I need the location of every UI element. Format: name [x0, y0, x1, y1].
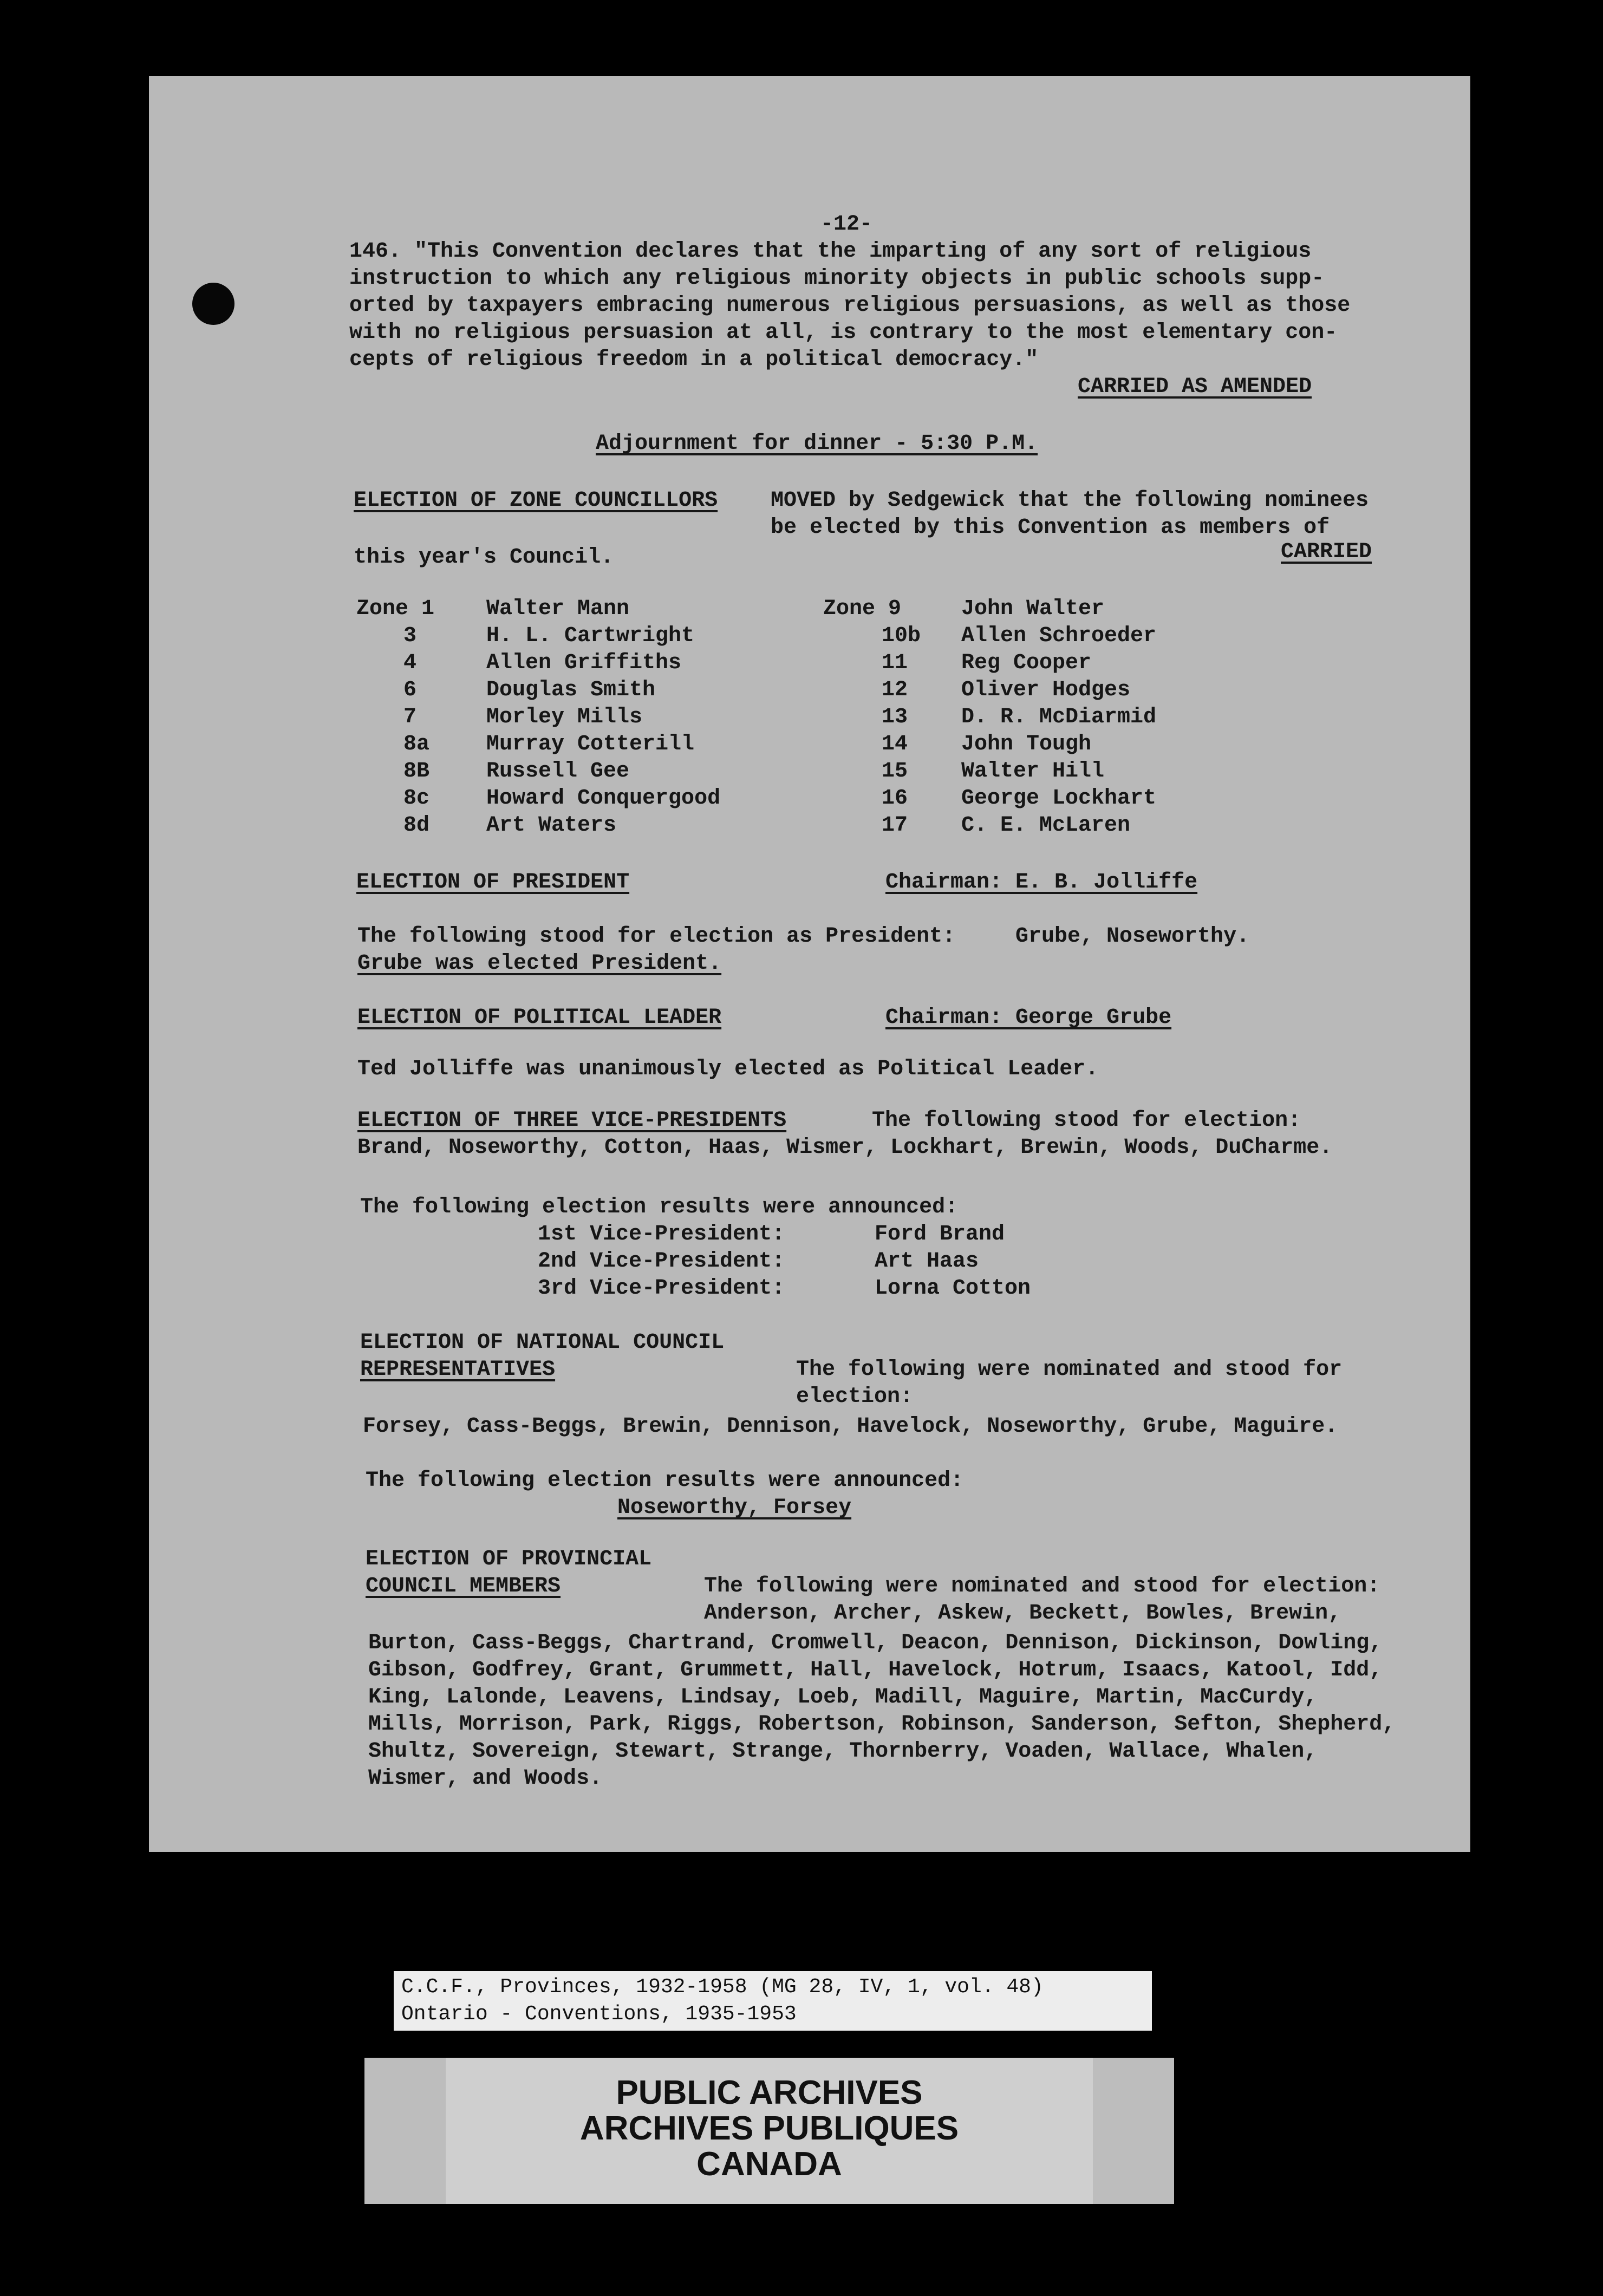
zone-code: 15	[882, 759, 908, 784]
vice-presidents-intro: The following stood for election:	[872, 1108, 1301, 1133]
councillor-name: Douglas Smith	[486, 678, 656, 702]
zone-motion-line1: MOVED by Sedgewick that the following nominees	[771, 488, 1369, 513]
councillor-name: John Walter	[961, 597, 1105, 621]
national-council-heading-line2: REPRESENTATIVES	[360, 1358, 556, 1382]
national-council-intro-line1: The following were nominated and stood for	[796, 1358, 1343, 1382]
stamp-line1: PUBLIC ARCHIVES	[616, 2074, 923, 2111]
national-council-intro-line2: election:	[796, 1385, 914, 1409]
councillor-name: Allen Schroeder	[961, 624, 1157, 648]
provincial-council-line: Shultz, Sovereign, Stewart, Strange, Thornberry, Voaden, Wallace, Whalen,	[368, 1739, 1318, 1764]
national-council-results: Noseworthy, Forsey	[617, 1496, 852, 1520]
national-council-results-intro: The following election results were announced:	[366, 1469, 964, 1493]
zone-code: 4	[403, 651, 417, 675]
punch-hole	[192, 283, 234, 325]
vice-presidents-results-intro: The following election results were announced:	[360, 1195, 959, 1219]
stamp-line2: ARCHIVES PUBLIQUES	[579, 2110, 959, 2147]
resolution-line: 146. "This Convention declares that the imparting of any sort of religious	[349, 239, 1312, 264]
provincial-council-intro: The following were nominated and stood for election:	[704, 1574, 1380, 1599]
political-leader-result: Ted Jolliffe was unanimously elected as Political Leader.	[357, 1057, 1099, 1081]
zone-code: Zone 1	[356, 597, 435, 621]
zone-code: 12	[882, 678, 908, 702]
political-leader-heading: ELECTION OF POLITICAL LEADER	[357, 1006, 722, 1030]
councillor-name: Oliver Hodges	[961, 678, 1131, 702]
adjournment-note: Adjournment for dinner - 5:30 P.M.	[596, 432, 1038, 456]
zone-motion-line3: this year's Council.	[354, 545, 614, 570]
archive-label-line2: Ontario - Conventions, 1935-1953	[401, 2003, 797, 2026]
vp-office: 3rd Vice-President:	[538, 1276, 785, 1301]
resolution-line: cepts of religious freedom in a political democracy."	[349, 348, 1039, 372]
zone-code: 6	[403, 678, 417, 702]
president-result: Grube was elected President.	[357, 951, 722, 976]
provincial-council-line: King, Lalonde, Leavens, Lindsay, Loeb, Madill, Maguire, Martin, MacCurdy,	[368, 1685, 1318, 1710]
zone-code: 13	[882, 705, 908, 729]
zone-code: 8d	[403, 813, 430, 838]
page-number: -12-	[820, 212, 873, 237]
councillor-name: C. E. McLaren	[961, 813, 1131, 838]
president-candidates: Grube, Noseworthy.	[1015, 924, 1250, 949]
resolution-line: with no religious persuasion at all, is contrary to the most elementary con-	[349, 321, 1338, 345]
resolution-146	[349, 238, 1595, 374]
vp-name: Lorna Cotton	[875, 1276, 1031, 1301]
zone-motion-line2: be elected by this Convention as members of	[771, 516, 1330, 540]
provincial-council-line: Wismer, and Woods.	[368, 1766, 603, 1791]
national-council-heading-line1: ELECTION OF NATIONAL COUNCIL	[360, 1330, 725, 1355]
president-heading: ELECTION OF PRESIDENT	[356, 870, 630, 895]
resolution-status: CARRIED AS AMENDED	[1078, 375, 1312, 399]
councillor-name: H. L. Cartwright	[486, 624, 695, 648]
vp-name: Art Haas	[875, 1249, 979, 1274]
resolution-line: instruction to which any religious minority objects in public schools supp-	[349, 266, 1325, 291]
zone-code: 8a	[403, 732, 430, 756]
president-stood-text: The following stood for election as President:	[357, 924, 956, 949]
zone-code: 8c	[403, 786, 430, 811]
provincial-council-heading-line1: ELECTION OF PROVINCIAL	[366, 1547, 652, 1571]
zone-councillors-heading: ELECTION OF ZONE COUNCILLORS	[354, 488, 718, 513]
resolution-line: orted by taxpayers embracing numerous religious persuasions, as well as those	[349, 293, 1351, 318]
vp-name: Ford Brand	[875, 1222, 1005, 1247]
councillor-name: Walter Mann	[486, 597, 630, 621]
councillor-name: Reg Cooper	[961, 651, 1092, 675]
archive-label-line1: C.C.F., Provinces, 1932-1958 (MG 28, IV, 1, vol. 48)	[401, 1975, 1044, 1999]
zone-code: 16	[882, 786, 908, 811]
councillor-name: Morley Mills	[486, 705, 643, 729]
vp-office: 1st Vice-President:	[538, 1222, 785, 1247]
councillor-name: Walter Hill	[961, 759, 1105, 784]
councillor-name: John Tough	[961, 732, 1092, 756]
document-page	[149, 76, 1470, 1852]
zone-code: 7	[403, 705, 417, 729]
councillor-name: Art Waters	[486, 813, 617, 838]
zone-code: 10b	[882, 624, 921, 648]
zone-code: 14	[882, 732, 908, 756]
vice-presidents-heading: ELECTION OF THREE VICE-PRESIDENTS	[357, 1108, 787, 1133]
national-council-candidates: Forsey, Cass-Beggs, Brewin, Dennison, Havelock, Noseworthy, Grube, Maguire.	[363, 1414, 1338, 1439]
zone-code: 17	[882, 813, 908, 838]
zone-code: Zone 9	[823, 597, 902, 621]
councillor-name: Murray Cotterill	[486, 732, 695, 756]
councillor-name: Howard Conquergood	[486, 786, 721, 811]
councillor-name: George Lockhart	[961, 786, 1157, 811]
archives-stamp	[364, 2058, 1174, 2204]
provincial-council-heading-line2: COUNCIL MEMBERS	[366, 1574, 561, 1599]
councillor-name: D. R. McDiarmid	[961, 705, 1157, 729]
vp-office: 2nd Vice-President:	[538, 1249, 785, 1274]
provincial-council-line: Burton, Cass-Beggs, Chartrand, Cromwell, Deacon, Dennison, Dickinson, Dowling,	[368, 1631, 1383, 1655]
zone-code: 8B	[403, 759, 430, 784]
vice-presidents-candidates: Brand, Noseworthy, Cotton, Haas, Wismer, Lockhart, Brewin, Woods, DuCharme.	[357, 1136, 1333, 1160]
political-leader-chairman: Chairman: George Grube	[885, 1006, 1172, 1030]
president-chairman: Chairman: E. B. Jolliffe	[885, 870, 1198, 895]
councillor-name: Allen Griffiths	[486, 651, 682, 675]
provincial-council-line: Anderson, Archer, Askew, Beckett, Bowles, Brewin,	[704, 1601, 1341, 1626]
provincial-council-line: Gibson, Godfrey, Grant, Grummett, Hall, Havelock, Hotrum, Isaacs, Katool, Idd,	[368, 1658, 1383, 1682]
provincial-council-line: Mills, Morrison, Park, Riggs, Robertson, Robinson, Sanderson, Sefton, Shepherd,	[368, 1712, 1396, 1737]
zone-code: 11	[882, 651, 908, 675]
zone-code: 3	[403, 624, 417, 648]
councillor-name: Russell Gee	[486, 759, 630, 784]
archive-reference-label	[394, 1971, 1152, 2031]
zone-motion-status: CARRIED	[1281, 540, 1372, 564]
stamp-line3: CANADA	[696, 2145, 842, 2183]
